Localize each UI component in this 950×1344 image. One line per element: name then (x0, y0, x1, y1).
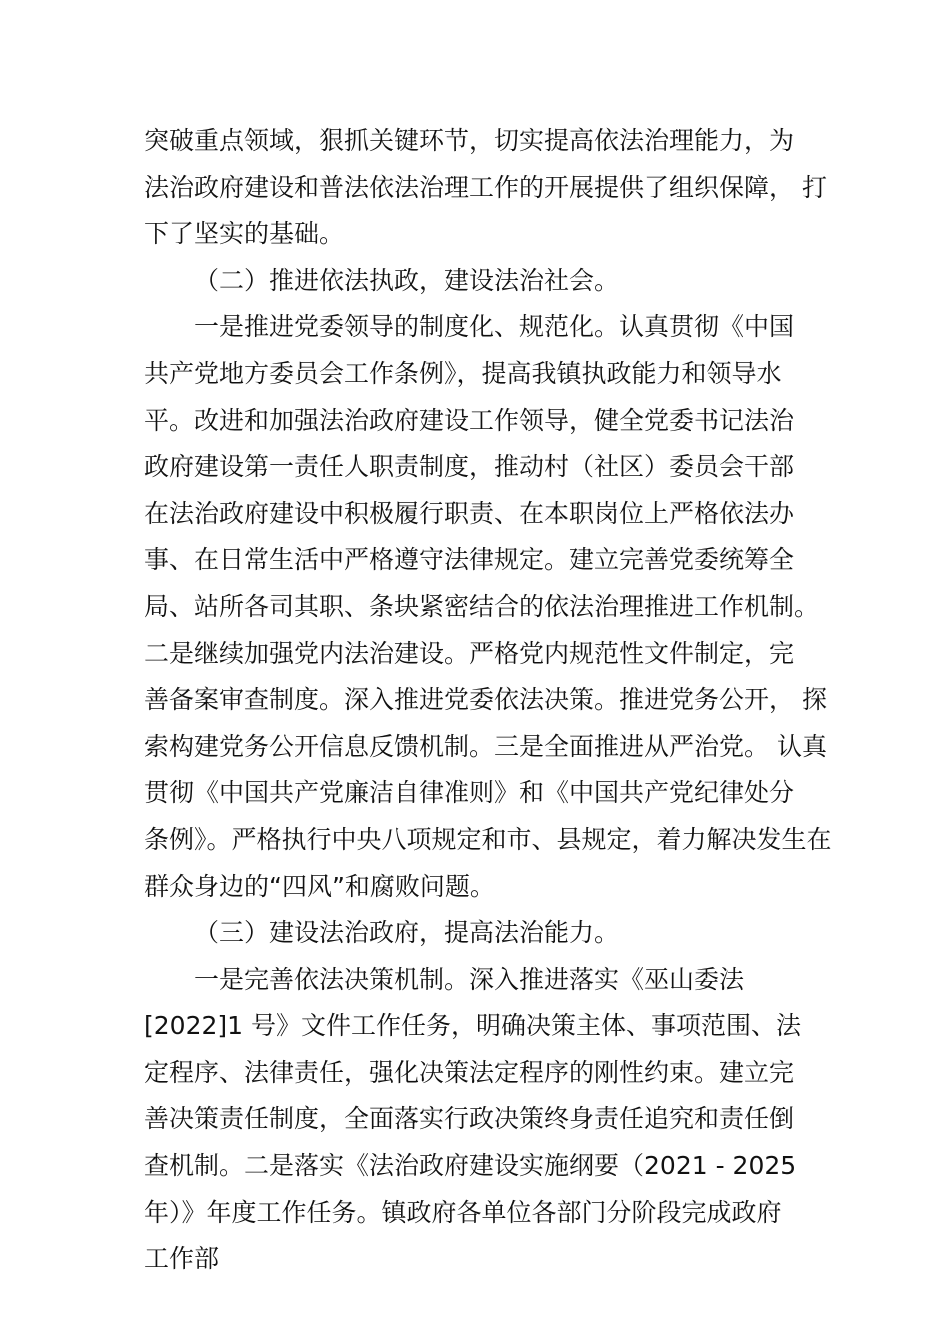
section-heading-3: （三）建设法治政府，提高法治能力。 (194, 918, 620, 948)
text-line: 年）》年度工作任务。镇政府各单位各部门分阶段完成政府 (144, 1197, 782, 1227)
text-line: 定程序、法律责任，强化决策法定程序的刚性约束。建立完 (144, 1057, 795, 1087)
text-line: [2022]1 号》文件工作任务，明确决策主体、事项范围、法 (144, 1011, 801, 1041)
text-line: 一是推进党委领导的制度化、规范化。认真贯彻《中国 (194, 312, 795, 342)
text-line: 善备案审查制度。深入推进党委依法决策。推进党务公开， 探 (144, 685, 827, 715)
section-heading-2: （二）推进依法执政，建设法治社会。 (194, 265, 620, 295)
text-line: 查机制。二是落实《法治政府建设实施纲要（2021 - 2025 (144, 1151, 797, 1181)
text-line: 索构建党务公开信息反馈机制。三是全面推进从严治党。 认真 (144, 731, 827, 761)
text-line: 善决策责任制度，全面落实行政决策终身责任追究和责任倒 (144, 1104, 795, 1134)
text-line: 工作部 (144, 1244, 220, 1274)
text-line: 条例》。严格执行中央八项规定和市、县规定，着力解决发生在 (144, 824, 832, 854)
text-line: 平。改进和加强法治政府建设工作领导，健全党委书记法治 (144, 405, 795, 435)
text-line: 二是继续加强党内法治建设。严格党内规范性文件制定，完 (144, 638, 795, 668)
body-text (144, 118, 832, 1283)
text-line: 局、站所各司其职、条块紧密结合的依法治理推进工作机制。 (144, 591, 820, 621)
text-line: 突破重点领域，狠抓关键环节，切实提高依法治理能力，为 (144, 126, 795, 155)
text-line: 政府建设第一责任人职责制度，推动村（社区）委员会干部 (144, 452, 795, 482)
text-line: 法治政府建设和普法依法治理工作的开展提供了组织保障， 打 (144, 172, 827, 202)
text-line: 下了坚实的基础。 (144, 219, 345, 249)
text-line: 共产党地方委员会工作条例》，提高我镇执政能力和领导水 (144, 358, 782, 388)
text-line: 群众身边的“四风”和腐败问题。 (144, 871, 495, 901)
text-line: 事、在日常生活中严格遵守法律规定。建立完善党委统筹全 (144, 545, 795, 575)
text-line: 一是完善依法决策机制。深入推进落实《巫山委法 (194, 964, 745, 994)
text-line: 贯彻《中国共产党廉洁自律准则》和《中国共产党纪律处分 (144, 778, 795, 808)
text-line: 在法治政府建设中积极履行职责、在本职岗位上严格依法办 (144, 498, 795, 528)
